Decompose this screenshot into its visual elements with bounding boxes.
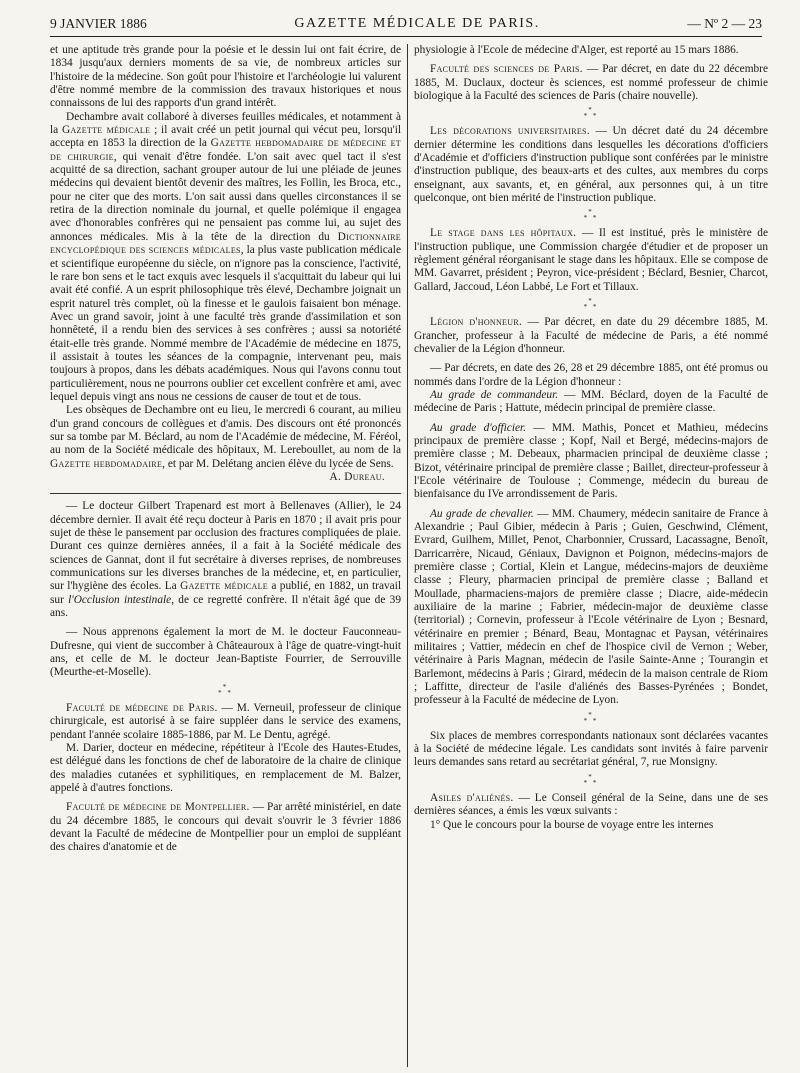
grade-heading: Au grade de chevalier. [430, 507, 534, 520]
article-title: l'Occlusion intestinale [68, 593, 172, 606]
asterism: * * * [583, 710, 599, 725]
page-header [50, 12, 762, 37]
paragraph: — Par décrets, en date des 26, 28 et 29 décembre 1885, ont été promus ou nommés dans l'ordre de la Légion d'honneur : [414, 362, 768, 388]
paragraph: Faculté des sciences de Paris. — Par décret, en date du 22 décembre 1885, M. Duclaux, docteur ès sciences, est nommé professeur de chimie biologique à la Faculté des sciences de Paris (chaire nouvelle). [414, 63, 768, 103]
section-heading: Faculté de médecine de Paris. [66, 701, 218, 714]
header-date: 9 JANVIER 1886 [50, 16, 147, 31]
section-heading: Les décorations universitaires. [430, 125, 590, 138]
left-column [50, 44, 401, 1069]
section-heading: Légion d'honneur. [430, 316, 523, 329]
paragraph: Légion d'honneur. — Par décret, en date du 29 décembre 1885, M. Grancher, professeur à la Faculté de médecine de Paris, a été nommé chevalier de la Légion d'honneur. [414, 316, 768, 355]
section-heading: Faculté des sciences de Paris. [430, 63, 583, 76]
paragraph: Dechambre avait collaboré à diverses feuilles médicales, et notamment à la Gazette médicale ; il avait créé un petit journal qui vécut peu, lorsqu'il accepta en 1853 la direction de la Gazette hebdomadaire de médecine et de chirurgie, qui venait d'être fondée. L'on sait avec quel tact il s'est acquitté de sa direction, sachant grouper autour de lui une pléiade de jeunes médecins qui devaient bientôt devenir des maîtres, les Follin, les Broca, etc., pour ne citer que des morts. L'on sait aussi dans quelles circonstances il se retira de la direction nominale du journal, et quelle polémique il engagea avec d'honorables confrères qui ne pensaient pas comme lui, au sujet des annonces médicales. Mis à la tête de la direction du Dictionnaire encyclopédique des sciences médicales, la plus vaste publication médicale et scientifique européenne du siècle, on n'ignore pas la conscience, l'activité, le rare bon sens et le tact exquis avec lesquels il s'acquittait du labeur qui lui avait été confié. A un esprit philosophique très élevé, Dechambre joignait un esprit naturel très complet, où la finesse et le gaulois faisaient bon ménage. Avec un grand savoir, joint à une faculté très grande d'assimilation et son honnêteté, il a rendu bien des services à ses confrères ; aussi sa notoriété était-elle très grande. Nommé membre de l'Académie de médecine en 1875, il assistait à toutes les séances de la compagnie, intervenant peu, mais toujours à propos, dans les débats académiques. Nous qui l'avons connu tout particulièrement, nous ne pourrons oublier cet excellent confrère et ami, avec lequel depuis vingt ans nous ne cessions de causer de tout et de tous. [50, 110, 401, 403]
paragraph: — Le docteur Gilbert Trapenard est mort à Bellenaves (Allier), le 24 décembre dernier. Il avait été reçu docteur à Paris en 1870 ; il avait pris pour sujet de thèse le pansement par occlusion des fractures compliquées de plaie. Durant ces quinze dernières années, il a fait à la Société médicale des sciences de Gannat, dont il fut secrétaire à diverses reprises, de nombreuses communications sur les diverses branches de la médecine, et, en particulier, sur l'hygiène des écoles. La Gazette médicale a publié, en 1882, un travail sur l'Occlusion intestinale, de ce regretté confrère. Il n'était âgé que de 39 ans. [50, 500, 401, 620]
right-column [414, 44, 768, 1069]
separator-rule [50, 488, 401, 494]
asterism: * * * [583, 208, 599, 223]
paragraph: physiologie à l'Ecole de médecine d'Alger, est reporté au 15 mars 1886. [414, 44, 739, 56]
paragraph: Au grade d'officier. — MM. Mathis, Poncet et Mathieu, médecins principaux de première classe ; Kopf, Nail et Bergé, médecins-majors de première classe ; M. Debeaux, pharmacien principal de deuxième classe ; Bizot, vétérinaire principal de première classe ; Baillet, directeur-professeur à l'Ecole vétérinaire de Toulouse ; Commenge, médecin du bureau de bienfaisance du IVe arrondissement de Paris. [414, 421, 768, 501]
paragraph: Six places de membres correspondants nationaux sont déclarées vacantes à la Société de médecine légale. Les candidats sont invités à faire parvenir leurs demandes sans retard au secrétariat général, 7, rue Monsigny. [414, 729, 768, 769]
asterism: * * * [583, 772, 599, 787]
journal-name: Gazette médicale [61, 124, 151, 137]
asterism: * * * [583, 297, 599, 312]
journal-name: Dictionnaire encyclopédique des sciences médicales [50, 230, 401, 257]
paragraph: Faculté de médecine de Montpellier. — Par arrêté ministériel, en date du 24 décembre 1885, le concours qui devait s'ouvrir le 3 février 1886 devant la Faculté de médecine de Montpellier pour un emploi de suppléant des chaires d'anatomie et de [50, 801, 401, 854]
section-heading: Faculté de médecine de Montpellier. [66, 801, 250, 814]
paragraph: M. Darier, docteur en médecine, répétiteur à l'Ecole des Hautes-Etudes, est délégué dans les fonctions de chef de laboratoire de la chaire de clinique des maladies cutanées et syphilitiques, en remplacement de M. Balzer, appelé à d'autres fonctions. [50, 741, 401, 794]
header-page-number: — Nº 2 — 23 [687, 16, 762, 31]
signature: A. Dureau. [329, 471, 385, 483]
paragraph: Les obsèques de Dechambre ont eu lieu, le mercredi 6 courant, au milieu d'un grand concours de collègues et d'amis. Des discours ont été prononcés sur sa tombe par M. Béclard, au nom de l'Académie de médecine, M. Féréol, au nom de la Société médicale des hôpitaux, M. Lereboullet, au nom de la Gazette hebdomadaire, et par M. Delétang ancien élève du lycée de Sens. [50, 404, 401, 470]
journal-name: Gazette médicale [180, 580, 268, 593]
paragraph: et une aptitude très grande pour la poésie et le dessin lui ont fait écrire, de 1834 jusqu'aux derniers moments de sa vie, de nombreux articles sur l'histoire de la médecine. Son goût pour l'histoire et l'archéologie lui valurent d'être nommé membre de la commission des travaux historiques et nous connaissons de lui des rapports d'un grand intérêt. [50, 44, 401, 110]
paragraph: — Nous apprenons également la mort de M. le docteur Fauconneau-Dufresne, qui vient de succomber à Châteauroux à l'âge de quatre-vingt-huit ans, et celle de M. le docteur Jean-Baptiste Fourrier, de Serrouville (Meurthe-et-Moselle). [50, 626, 401, 679]
asterism: * * * [583, 106, 599, 121]
section-heading: Asiles d'aliénés. [430, 791, 514, 804]
column-rule [407, 44, 408, 1067]
paragraph: Le stage dans les hôpitaux. — Il est institué, près le ministère de l'instruction publique, une Commission chargée d'étudier et de proposer un règlement général réorganisant le stage dans les hôpitaux. Elle se compose de MM. Gavarret, président ; Peyron, vice-président ; Béclard, Besnier, Charcot, Gallard, Jaccoud, Léon Labbé, Le Fort et Tillaux. [414, 227, 768, 293]
paragraph: Les décorations universitaires. — Un décret daté du 24 décembre dernier détermine les conditions dans lesquelles les décorations d'officiers d'Académie et d'officiers d'instruction publique sont conférées par le ministre d'instruction publique, des beaux-arts et des cultes, aux membres du corps enseignant, aux savants, et, en général, aux personnes qui, à un titre quelconque, ont bien mérité de l'instruction publique. [414, 125, 768, 205]
journal-name: Gazette hebdomadaire de médecine et de chirurgie [50, 137, 401, 163]
paragraph: Asiles d'aliénés. — Le Conseil général de la Seine, dans une de ses dernières séances, a émis les vœux suivants : [414, 791, 768, 818]
asterism: * * * [218, 682, 233, 697]
journal-name: Gazette hebdomadaire [50, 457, 163, 470]
paragraph: 1° Que le concours pour la bourse de voyage entre les internes [430, 818, 714, 831]
paragraph: Au grade de commandeur. — MM. Béclard, doyen de la Faculté de médecine de Paris ; Hattute, médecin principal de première classe. [414, 388, 768, 415]
grade-heading: Au grade de commandeur. [430, 388, 559, 401]
grade-heading: Au grade d'officier. [430, 421, 527, 434]
header-title: GAZETTE MÉDICALE DE PARIS. [294, 16, 540, 31]
section-heading: Le stage dans les hôpitaux. [430, 227, 577, 240]
paragraph: Au grade de chevalier. — MM. Chaumery, médecin sanitaire de France à Alexandrie ; Paul Gibier, médecin à Paris ; Guien, Geschwind, Clément, Evrard, Guilhem, Millet, Penot, Charbonnier, Crussard, Lacassagne, Benoît, Darricarrère, Nicaud, Géniaux, Davignon et Poignon, médecins-majors de première classe ; Cortial, Klein et Langue, médecins-majors de deuxième classe ; Fleury, pharmacien principal de première classe ; Balland et Moullade, pharmaciens-majors de première classe ; Diacre, aide-médecin auxiliaire de la marine ; Fabrier, médecin-major de deuxième classe (territorial) ; Cornevin, professeur à l'Ecole vétérinaire de Lyon ; Besnard, vétérinaire en premier ; Bénard, Beau, Montagnac et Paysan, vétérinaires militaires ; Vattier, médecin en chef de l'hospice civil de Vernon ; Weber, vétérinaire à Paris Magnan, médecin de l'asile Sainte-Anne ; Tourangin et Barlemont, médecins à Paris ; Girard, médecin de la maison centrale de Riom ; Laffitte, directeur de l'asile d'aliénés des Basses-Pyrénées ; Bondet, professeur à la Faculté de médecine de Lyon. [414, 507, 768, 707]
paragraph: Faculté de médecine de Paris. — M. Verneuil, professeur de clinique chirurgicale, est autorisé à se faire suppléer dans le service des examens, pendant l'année scolaire 1885-1886, par M. Le Dentu, agrégé. [50, 701, 401, 741]
